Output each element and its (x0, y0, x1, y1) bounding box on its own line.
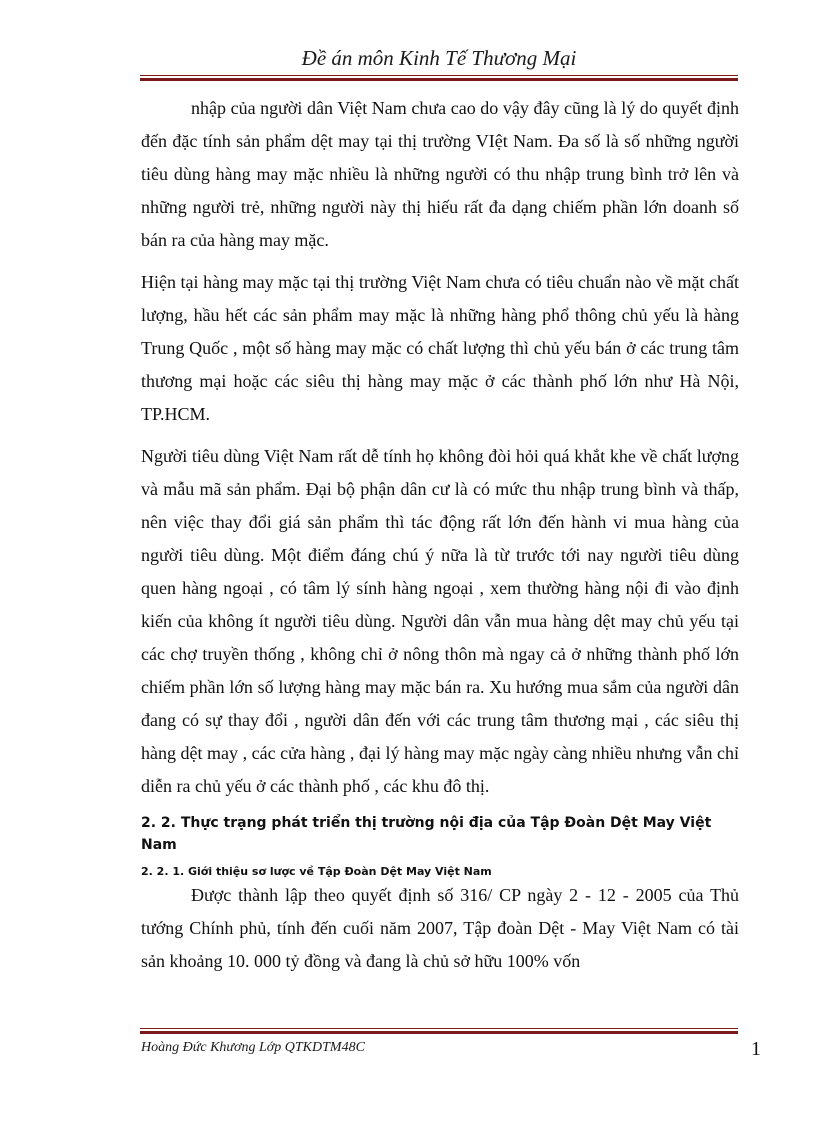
footer-rule-thin (140, 1028, 738, 1029)
body-paragraph: nhập của người dân Việt Nam chưa cao do vậy đây cũng là lý do quyết định đến đặc tính sản phẩm dệt may tại thị trường VIệt Nam. Đa số là số những người tiêu dùng hàng may mặc nhiều là những người có thu nhập trung bình trở lên và những người trẻ, những người này thị hiếu rất đa dạng chiếm phần lớn doanh số bán ra của hàng may mặc. (141, 98, 739, 250)
body-paragraph: Người tiêu dùng Việt Nam rất dễ tính họ không đòi hỏi quá khắt khe về chất lượng và mẫu mã sản phẩm. Đại bộ phận dân cư là có mức thu nhập trung bình và thấp, nên việc thay đổi giá sản phẩm thì tác động rất lớn đến hành vi mua hàng của người tiêu dùng. Một điểm đáng chú ý nữa là từ trước tới nay người tiêu dùng quen hàng ngoại , có tâm lý sính hàng ngoại , xem thường hàng nội đi vào định kiến của không ít người tiêu dùng. Người dân vẫn mua hàng dệt may chủ yếu tại các chợ truyền thống , không chỉ ở nông thôn mà ngay cả ở những thành phố lớn chiếm phần lớn số lượng hàng may mặc bán ra. Xu hướng mua sắm của người dân đang có sự thay đổi , người dân đến với các trung tâm thương mại , các siêu thị hàng dệt may , các cửa hàng , đại lý hàng may mặc ngày càng nhiều nhưng vẫn chỉ diễn ra chủ yếu ở các thành phố , các khu đô thị. (141, 446, 739, 796)
subsection-heading: 2. 2. 1. Giới thiệu sơ lược về Tập Đoàn Dệt May Việt Nam (141, 865, 492, 878)
header-rule-thin (140, 75, 738, 76)
document-body (141, 92, 739, 978)
section-heading: 2. 2. Thực trạng phát triển thị trường nội địa của Tập Đoàn Dệt May Việt Nam (141, 815, 712, 853)
page-number: 1 (751, 1038, 761, 1060)
footer-author: Hoàng Đức Khương Lớp QTKDTM48C (141, 1040, 365, 1055)
body-paragraph: Được thành lập theo quyết định số 316/ CP ngày 2 - 12 - 2005 của Thủ tướng Chính phủ, tính đến cuối năm 2007, Tập đoàn Dệt - May Việt Nam có tài sản khoảng 10. 000 tỷ đồng và đang là chủ sở hữu 100% vốn (141, 885, 739, 971)
header-rule-thick (140, 78, 738, 81)
footer-rule-thick (140, 1031, 738, 1034)
body-paragraph: Hiện tại hàng may mặc tại thị trường Việt Nam chưa có tiêu chuẩn nào về mặt chất lượng, hầu hết các sản phẩm may mặc là những hàng phổ thông chủ yếu là hàng Trung Quốc , một số hàng may mặc có chất lượng thì chủ yếu bán ở các trung tâm thương mại hoặc các siêu thị hàng may mặc ở các thành phố lớn như Hà Nội, TP.HCM. (141, 272, 739, 424)
page-header-title: Đề án môn Kinh Tế Thương Mại (301, 46, 577, 70)
